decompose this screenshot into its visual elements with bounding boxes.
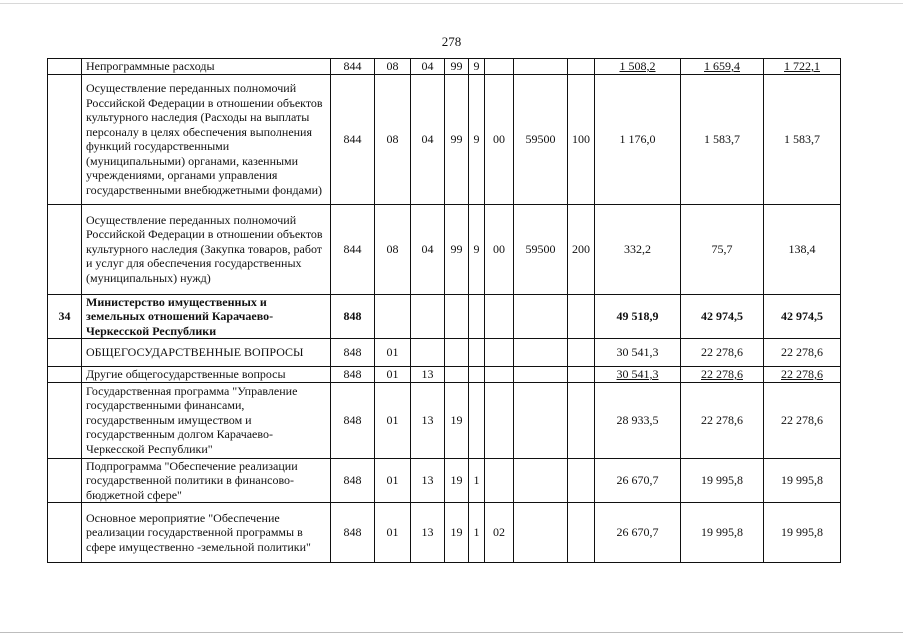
program-code: 19	[445, 382, 469, 458]
subprogram-code: 9	[469, 204, 485, 294]
amount-year2: 1 659,4	[681, 59, 764, 75]
table-row	[48, 382, 841, 458]
amount-year3: 138,4	[764, 204, 841, 294]
direction-code	[514, 367, 568, 383]
bottom-scan-rule	[0, 632, 903, 633]
table-row	[48, 503, 841, 563]
row-number	[48, 382, 82, 458]
ministry-code: 848	[331, 294, 375, 339]
table-row	[48, 458, 841, 503]
row-number	[48, 204, 82, 294]
subsection-code: 13	[411, 503, 445, 563]
amount-year2: 22 278,6	[681, 382, 764, 458]
table-row	[48, 59, 841, 75]
program-code	[445, 294, 469, 339]
amount-year3: 42 974,5	[764, 294, 841, 339]
direction-code	[514, 294, 568, 339]
expense-type-code	[568, 339, 595, 367]
amount-year3: 1 722,1	[764, 59, 841, 75]
program-code	[445, 367, 469, 383]
budget-table	[47, 58, 841, 563]
expense-type-code	[568, 294, 595, 339]
row-number	[48, 458, 82, 503]
table-row	[48, 294, 841, 339]
subsection-code	[411, 294, 445, 339]
amount-year3: 22 278,6	[764, 382, 841, 458]
section-code	[375, 294, 411, 339]
ministry-code: 848	[331, 503, 375, 563]
amount-year3: 22 278,6	[764, 367, 841, 383]
row-name: Осуществление переданных полномочий Российской Федерации в отношении объектов культурного наследия (Расходы на выплаты персоналу в целях обеспечения выполнения функций государственными (муниципальными) органами, казенными учреждениями, органами управления государственными внебюджетными фондами)	[82, 74, 331, 204]
row-name: Непрограммные расходы	[82, 59, 331, 75]
program-code	[445, 339, 469, 367]
direction-code	[514, 458, 568, 503]
activity-code: 00	[485, 74, 514, 204]
row-name: Осуществление переданных полномочий Российской Федерации в отношении объектов культурного наследия (Закупка товаров, работ и услуг для обеспечения государственных (муниципальных) нужд)	[82, 204, 331, 294]
direction-code	[514, 382, 568, 458]
activity-code	[485, 294, 514, 339]
top-scan-rule	[0, 3, 903, 4]
expense-type-code	[568, 458, 595, 503]
program-code: 99	[445, 204, 469, 294]
subprogram-code	[469, 382, 485, 458]
row-number	[48, 503, 82, 563]
expense-type-code	[568, 367, 595, 383]
subsection-code: 04	[411, 74, 445, 204]
activity-code	[485, 367, 514, 383]
ministry-code: 848	[331, 382, 375, 458]
program-code: 19	[445, 458, 469, 503]
activity-code: 02	[485, 503, 514, 563]
amount-year3: 19 995,8	[764, 458, 841, 503]
table-row	[48, 74, 841, 204]
table-row	[48, 204, 841, 294]
section-code: 01	[375, 382, 411, 458]
amount-year1: 30 541,3	[595, 367, 681, 383]
ministry-code: 844	[331, 59, 375, 75]
amount-year2: 75,7	[681, 204, 764, 294]
table-body	[48, 59, 841, 563]
table-row	[48, 367, 841, 383]
subsection-code	[411, 339, 445, 367]
amount-year1: 28 933,5	[595, 382, 681, 458]
table-row	[48, 339, 841, 367]
expense-type-code: 200	[568, 204, 595, 294]
amount-year2: 19 995,8	[681, 458, 764, 503]
amount-year1: 30 541,3	[595, 339, 681, 367]
section-code: 01	[375, 458, 411, 503]
activity-code	[485, 59, 514, 75]
subprogram-code: 1	[469, 458, 485, 503]
ministry-code: 848	[331, 367, 375, 383]
program-code: 99	[445, 74, 469, 204]
row-name: Государственная программа "Управление государственными финансами, государственным имуществом и государственным долгом Карачаево-Черкесской Республики"	[82, 382, 331, 458]
amount-year1: 1 176,0	[595, 74, 681, 204]
ministry-code: 848	[331, 339, 375, 367]
section-code: 01	[375, 503, 411, 563]
section-code: 08	[375, 59, 411, 75]
direction-code: 59500	[514, 74, 568, 204]
direction-code	[514, 339, 568, 367]
subprogram-code: 9	[469, 59, 485, 75]
row-name: Другие общегосударственные вопросы	[82, 367, 331, 383]
amount-year1: 49 518,9	[595, 294, 681, 339]
subsection-code: 13	[411, 382, 445, 458]
row-number: 34	[48, 294, 82, 339]
direction-code: 59500	[514, 204, 568, 294]
amount-year2: 22 278,6	[681, 367, 764, 383]
amount-year1: 26 670,7	[595, 503, 681, 563]
ministry-code: 848	[331, 458, 375, 503]
row-number	[48, 339, 82, 367]
subsection-code: 13	[411, 458, 445, 503]
subsection-code: 13	[411, 367, 445, 383]
section-code: 08	[375, 74, 411, 204]
amount-year3: 22 278,6	[764, 339, 841, 367]
row-number	[48, 74, 82, 204]
subprogram-code: 9	[469, 74, 485, 204]
subprogram-code	[469, 294, 485, 339]
subsection-code: 04	[411, 59, 445, 75]
subprogram-code: 1	[469, 503, 485, 563]
amount-year1: 332,2	[595, 204, 681, 294]
ministry-code: 844	[331, 204, 375, 294]
section-code: 01	[375, 339, 411, 367]
amount-year3: 19 995,8	[764, 503, 841, 563]
amount-year1: 1 508,2	[595, 59, 681, 75]
ministry-code: 844	[331, 74, 375, 204]
amount-year3: 1 583,7	[764, 74, 841, 204]
amount-year2: 19 995,8	[681, 503, 764, 563]
activity-code	[485, 382, 514, 458]
expense-type-code	[568, 59, 595, 75]
section-code: 08	[375, 204, 411, 294]
expense-type-code	[568, 503, 595, 563]
amount-year1: 26 670,7	[595, 458, 681, 503]
expense-type-code: 100	[568, 74, 595, 204]
subprogram-code	[469, 367, 485, 383]
subsection-code: 04	[411, 204, 445, 294]
program-code: 99	[445, 59, 469, 75]
subprogram-code	[469, 339, 485, 367]
amount-year2: 22 278,6	[681, 339, 764, 367]
expense-type-code	[568, 382, 595, 458]
page-number: 278	[441, 34, 462, 49]
amount-year2: 42 974,5	[681, 294, 764, 339]
direction-code	[514, 503, 568, 563]
row-name: Министерство имущественных и земельных отношений Карачаево-Черкесской Республики	[82, 294, 331, 339]
row-name: Подпрограмма "Обеспечение реализации государственной политики в финансово-бюджетной сфере"	[82, 458, 331, 503]
section-code: 01	[375, 367, 411, 383]
program-code: 19	[445, 503, 469, 563]
activity-code	[485, 339, 514, 367]
direction-code	[514, 59, 568, 75]
row-name: ОБЩЕГОСУДАРСТВЕННЫЕ ВОПРОСЫ	[82, 339, 331, 367]
row-number	[48, 367, 82, 383]
row-name: Основное мероприятие "Обеспечение реализации государственной программы в сфере имущественно -земельной политики"	[82, 503, 331, 563]
amount-year2: 1 583,7	[681, 74, 764, 204]
activity-code: 00	[485, 204, 514, 294]
activity-code	[485, 458, 514, 503]
row-number	[48, 59, 82, 75]
